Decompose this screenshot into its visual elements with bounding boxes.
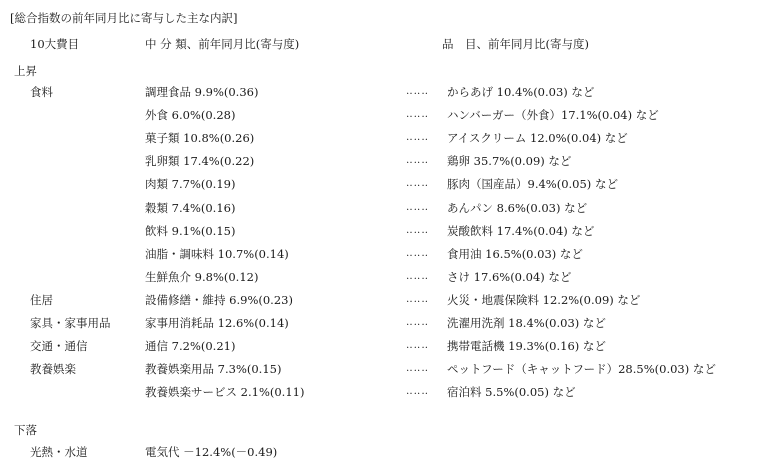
row-item: さけ 17.6%(0.04) など xyxy=(447,270,572,284)
leader-dots: ‥‥‥ xyxy=(406,155,430,166)
section-label-up: 上昇 xyxy=(14,64,37,78)
row-item: ハンバーガー（外食）17.1%(0.04) など xyxy=(447,108,659,122)
leader-dots: ‥‥‥ xyxy=(406,248,430,259)
row-item: 携帯電話機 19.3%(0.16) など xyxy=(447,339,606,353)
row-item: 食用油 16.5%(0.03) など xyxy=(447,247,583,261)
leader-dots: ‥‥‥ xyxy=(406,294,430,305)
row-category: 交通・通信 xyxy=(30,339,88,353)
leader-dots: ‥‥‥ xyxy=(406,109,430,120)
row-category: 光熱・水道 xyxy=(30,445,88,459)
leader-dots: ‥‥‥ xyxy=(406,386,430,397)
row-middle-class: 電気代 －12.4%(－0.49) xyxy=(145,445,278,459)
row-middle-class: 肉類 7.7%(0.19) xyxy=(145,177,236,191)
row-item: 宿泊料 5.5%(0.05) など xyxy=(447,385,576,399)
section-label-down: 下落 xyxy=(14,423,37,437)
row-middle-class: 通信 7.2%(0.21) xyxy=(145,339,236,353)
row-middle-class: 飲料 9.1%(0.15) xyxy=(145,224,236,238)
row-category: 教養娯楽 xyxy=(30,362,76,376)
row-item: 火災・地震保険料 12.2%(0.09) など xyxy=(447,293,641,307)
row-item: からあげ 10.4%(0.03) など xyxy=(447,85,595,99)
leader-dots: ‥‥‥ xyxy=(406,271,430,282)
leader-dots: ‥‥‥ xyxy=(406,363,430,374)
leader-dots: ‥‥‥ xyxy=(406,225,430,236)
leader-dots: ‥‥‥ xyxy=(406,340,430,351)
leader-dots: ‥‥‥ xyxy=(406,86,430,97)
header-middle-class: 中 分 類、前年同月比(寄与度) xyxy=(145,37,300,51)
row-category: 住居 xyxy=(30,293,53,307)
leader-dots: ‥‥‥ xyxy=(406,202,430,213)
row-middle-class: 乳卵類 17.4%(0.22) xyxy=(145,154,255,168)
row-middle-class: 調理食品 9.9%(0.36) xyxy=(145,85,259,99)
row-middle-class: 菓子類 10.8%(0.26) xyxy=(145,131,255,145)
row-category: 家具・家事用品 xyxy=(30,316,111,330)
header-item: 品 目、前年同月比(寄与度) xyxy=(442,37,589,51)
row-middle-class: 教養娯楽サービス 2.1%(0.11) xyxy=(145,385,305,399)
row-category: 食料 xyxy=(30,85,53,99)
row-middle-class: 設備修繕・維持 6.9%(0.23) xyxy=(145,293,293,307)
row-middle-class: 生鮮魚介 9.8%(0.12) xyxy=(145,270,259,284)
row-middle-class: 教養娯楽用品 7.3%(0.15) xyxy=(145,362,282,376)
row-middle-class: 油脂・調味料 10.7%(0.14) xyxy=(145,247,289,261)
row-middle-class: 外食 6.0%(0.28) xyxy=(145,108,236,122)
row-middle-class: 家事用消耗品 12.6%(0.14) xyxy=(145,316,289,330)
header-category: 10大費目 xyxy=(30,37,80,51)
row-middle-class: 穀類 7.4%(0.16) xyxy=(145,201,236,215)
doc-title: [総合指数の前年同月比に寄与した主な内訳] xyxy=(10,11,238,25)
row-item: 豚肉（国産品）9.4%(0.05) など xyxy=(447,177,618,191)
row-item: 洗濯用洗剤 18.4%(0.03) など xyxy=(447,316,606,330)
row-item: アイスクリーム 12.0%(0.04) など xyxy=(447,131,628,145)
row-item: 鶏卵 35.7%(0.09) など xyxy=(447,154,572,168)
row-item: あんパン 8.6%(0.03) など xyxy=(447,201,588,215)
leader-dots: ‥‥‥ xyxy=(406,317,430,328)
leader-dots: ‥‥‥ xyxy=(406,132,430,143)
leader-dots: ‥‥‥ xyxy=(406,178,430,189)
row-item: ペットフード（キャットフード）28.5%(0.03) など xyxy=(447,362,716,376)
row-item: 炭酸飲料 17.4%(0.04) など xyxy=(447,224,595,238)
